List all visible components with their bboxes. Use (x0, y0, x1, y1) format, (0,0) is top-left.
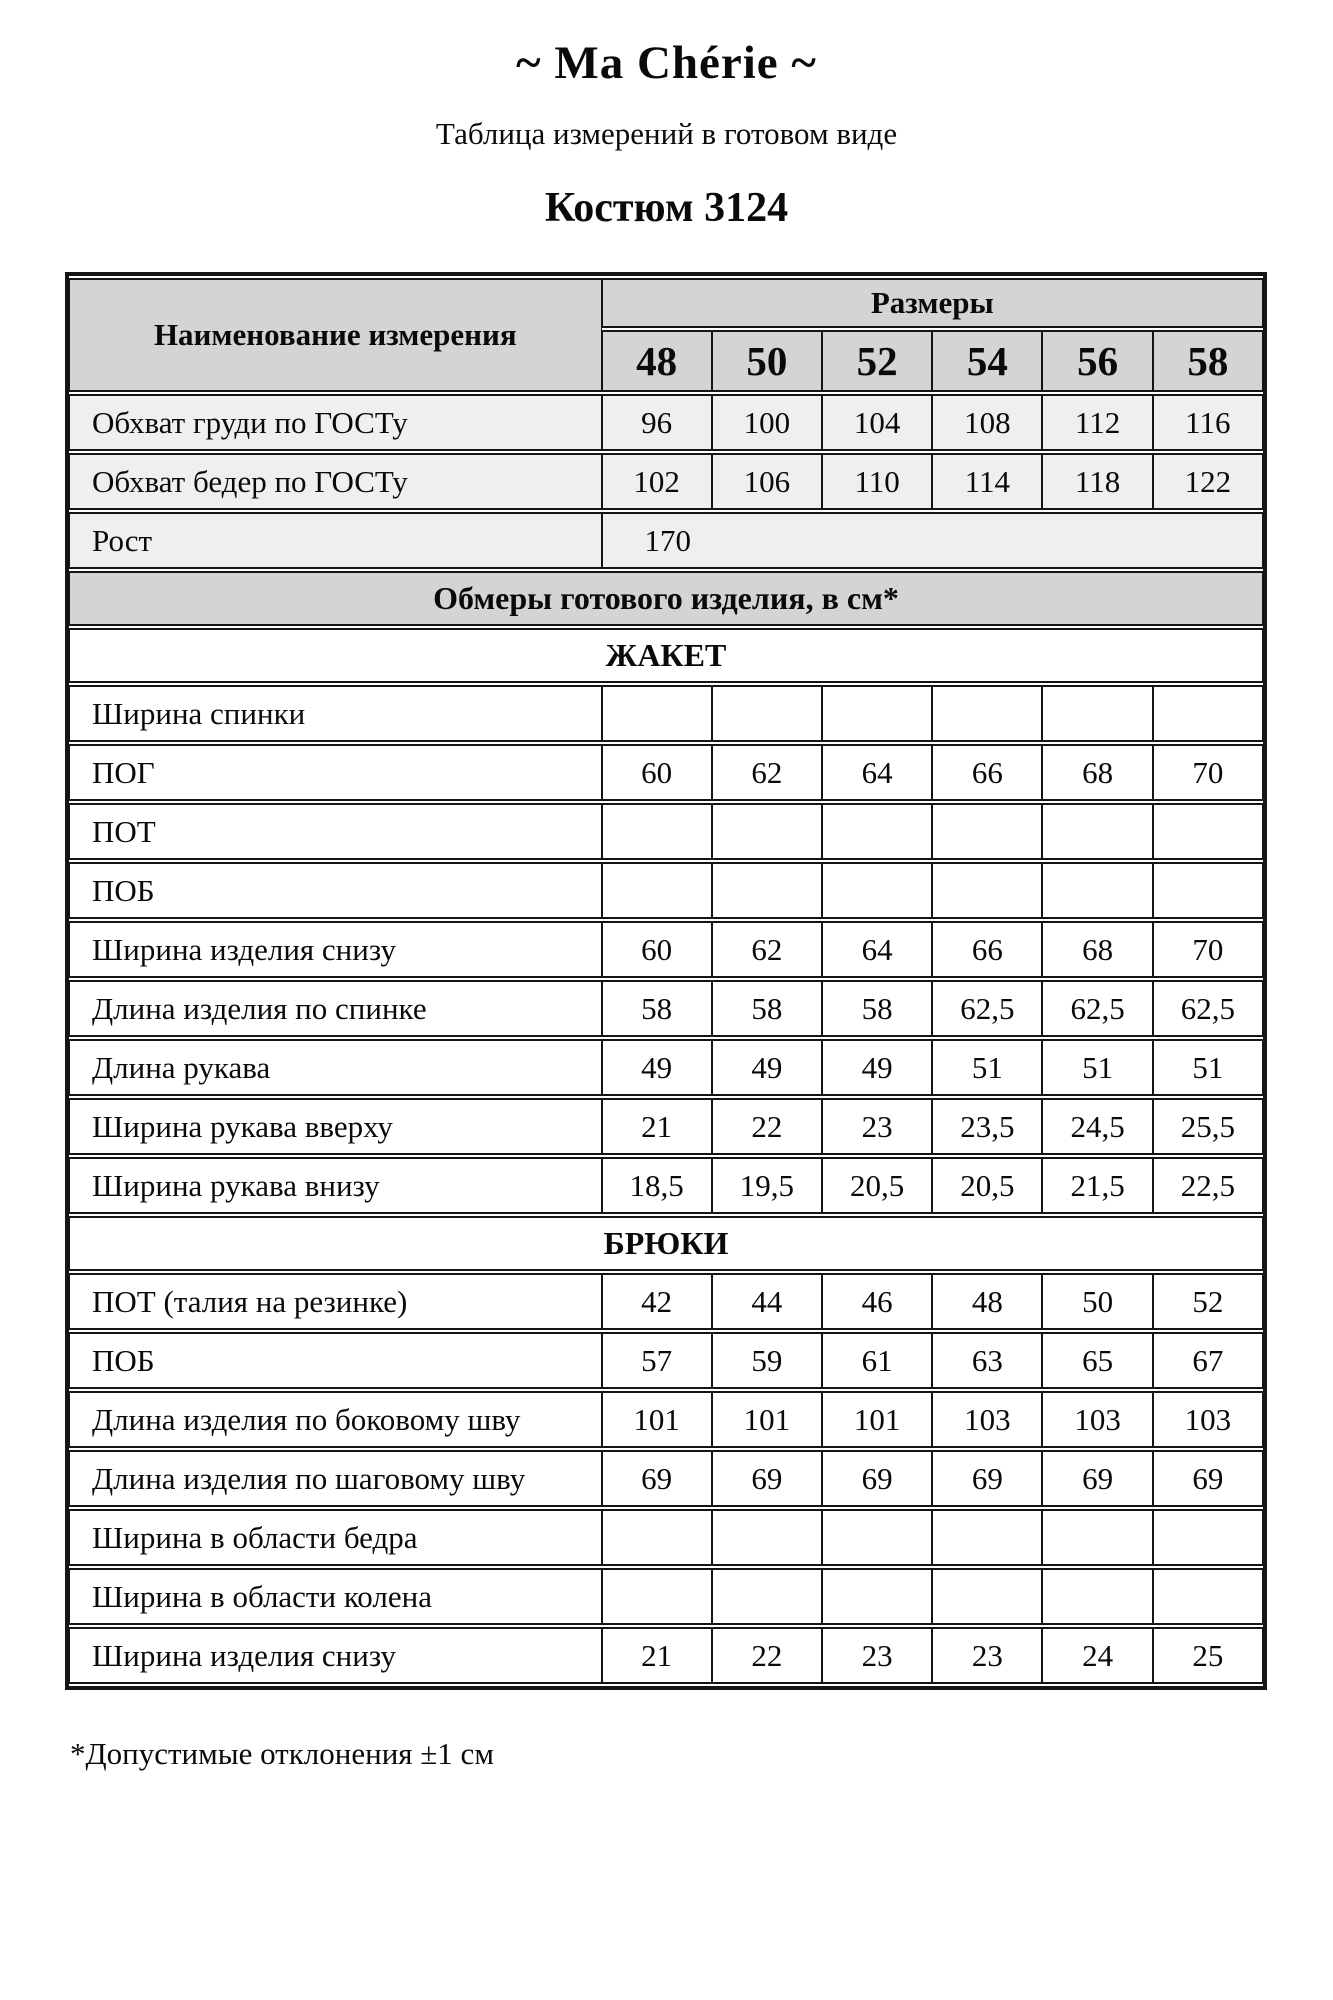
table-row (69, 685, 1263, 742)
value-cell: 61 (822, 1332, 932, 1389)
value-cell (602, 803, 712, 860)
value-cell: 51 (1042, 1039, 1152, 1096)
value-cell: 62,5 (932, 980, 1042, 1037)
value-cell: 63 (932, 1332, 1042, 1389)
value-cell: 20,5 (822, 1157, 932, 1214)
row-label-cell: Обхват груди по ГОСТу (69, 394, 602, 451)
row-label-cell: Ширина в области колена (69, 1568, 602, 1625)
value-cell: 66 (932, 744, 1042, 801)
row-label-cell: Длина изделия по боковому шву (69, 1391, 602, 1448)
value-cell (602, 862, 712, 919)
value-cell: 50 (1042, 1273, 1152, 1330)
value-cell: 101 (822, 1391, 932, 1448)
value-cell: 22 (712, 1627, 822, 1684)
row-label-cell: Ширина спинки (69, 685, 602, 742)
size-header-cell: 54 (932, 330, 1042, 392)
value-cell: 62 (712, 744, 822, 801)
row-label-cell: Ширина в области бедра (69, 1509, 602, 1566)
value-cell: 69 (1042, 1450, 1152, 1507)
table-row (69, 862, 1263, 919)
value-cell: 48 (932, 1273, 1042, 1330)
value-cell (822, 862, 932, 919)
value-cell: 122 (1153, 453, 1263, 510)
size-header-cell: 48 (602, 330, 712, 392)
value-cell: 108 (932, 394, 1042, 451)
value-cell (1042, 685, 1152, 742)
section-title: Обмеры готового изделия, в см* (69, 571, 1263, 626)
value-cell: 70 (1153, 744, 1263, 801)
table-row (69, 921, 1263, 978)
section-banner-row (69, 1216, 1263, 1271)
value-cell: 60 (602, 744, 712, 801)
value-cell: 114 (932, 453, 1042, 510)
section-banner-row (69, 571, 1263, 626)
product-title: Костюм 3124 (544, 185, 789, 231)
value-cell: 64 (822, 921, 932, 978)
value-cell: 58 (712, 980, 822, 1037)
value-cell (822, 803, 932, 860)
value-cell: 57 (602, 1332, 712, 1389)
table-row (69, 394, 1263, 451)
size-table-body (69, 394, 1263, 1684)
value-cell: 118 (1042, 453, 1152, 510)
value-cell: 20,5 (932, 1157, 1042, 1214)
table-row (69, 1450, 1263, 1507)
value-cell (932, 862, 1042, 919)
value-cell: 25 (1153, 1627, 1263, 1684)
value-cell (1042, 1568, 1152, 1625)
value-cell (1153, 1568, 1263, 1625)
value-cell: 64 (822, 744, 932, 801)
value-cell: 103 (1153, 1391, 1263, 1448)
row-label-cell: ПОТ (69, 803, 602, 860)
value-cell: 59 (712, 1332, 822, 1389)
value-cell: 65 (1042, 1332, 1152, 1389)
value-cell: 23 (822, 1098, 932, 1155)
table-row (69, 1509, 1263, 1566)
row-label-cell: Ширина рукава внизу (69, 1157, 602, 1214)
value-cell: 112 (1042, 394, 1152, 451)
value-cell (1042, 1509, 1152, 1566)
value-cell (932, 1568, 1042, 1625)
value-cell: 52 (1153, 1273, 1263, 1330)
size-header-cell: 58 (1153, 330, 1263, 392)
size-table (69, 276, 1263, 1686)
table-row (69, 1391, 1263, 1448)
value-cell: 62,5 (1153, 980, 1263, 1037)
page-subtitle: Таблица измерений в готовом виде (435, 116, 898, 151)
size-table-container (65, 272, 1267, 1690)
value-cell: 46 (822, 1273, 932, 1330)
table-row (69, 1098, 1263, 1155)
table-row (69, 1157, 1263, 1214)
value-cell: 101 (712, 1391, 822, 1448)
value-cell (1153, 685, 1263, 742)
table-row (69, 1332, 1263, 1389)
value-cell: 69 (712, 1450, 822, 1507)
value-cell: 96 (602, 394, 712, 451)
value-cell (932, 685, 1042, 742)
size-header-cell: 50 (712, 330, 822, 392)
value-cell: 62 (712, 921, 822, 978)
row-label-cell: ПОБ (69, 862, 602, 919)
row-label-cell: Длина изделия по шаговому шву (69, 1450, 602, 1507)
row-label-cell: ПОГ (69, 744, 602, 801)
section-title: ЖАКЕТ (69, 628, 1263, 683)
value-cell: 69 (1153, 1450, 1263, 1507)
measurement-name-header: Наименование измерения (69, 278, 602, 392)
value-cell: 58 (822, 980, 932, 1037)
value-cell: 24,5 (1042, 1098, 1152, 1155)
value-cell: 101 (602, 1391, 712, 1448)
value-cell: 21 (602, 1627, 712, 1684)
value-cell: 68 (1042, 921, 1152, 978)
row-label-cell: Обхват бедер по ГОСТу (69, 453, 602, 510)
value-cell (712, 685, 822, 742)
row-label-cell: Ширина изделия снизу (69, 1627, 602, 1684)
value-cell (602, 1509, 712, 1566)
sizes-group-header: Размеры (602, 278, 1263, 328)
value-cell (822, 685, 932, 742)
value-cell (1153, 1509, 1263, 1566)
row-label-cell: ПОБ (69, 1332, 602, 1389)
tolerance-footnote: *Допустимые отклонения ±1 см (70, 1736, 494, 1771)
value-cell: 49 (602, 1039, 712, 1096)
value-cell: 25,5 (1153, 1098, 1263, 1155)
value-cell: 103 (1042, 1391, 1152, 1448)
section-banner-row (69, 628, 1263, 683)
value-cell (822, 1509, 932, 1566)
table-row (69, 803, 1263, 860)
value-cell (712, 862, 822, 919)
value-cell: 24 (1042, 1627, 1152, 1684)
value-cell: 60 (602, 921, 712, 978)
table-row (69, 512, 1263, 569)
row-label-cell: Длина изделия по спинке (69, 980, 602, 1037)
table-row (69, 1568, 1263, 1625)
row-label-cell: Длина рукава (69, 1039, 602, 1096)
table-row (69, 980, 1263, 1037)
table-row (69, 453, 1263, 510)
value-cell: 22 (712, 1098, 822, 1155)
value-cell (602, 1568, 712, 1625)
value-cell: 110 (822, 453, 932, 510)
header-row-sizes-label (69, 278, 1263, 328)
row-label-cell: Ширина рукава вверху (69, 1098, 602, 1155)
value-cell (932, 1509, 1042, 1566)
value-cell: 23 (822, 1627, 932, 1684)
brand-title: ~ Ma Chérie ~ (516, 37, 817, 89)
value-cell (602, 685, 712, 742)
value-cell: 68 (1042, 744, 1152, 801)
row-label-cell: ПОТ (талия на резинке) (69, 1273, 602, 1330)
value-cell: 42 (602, 1273, 712, 1330)
value-cell (1153, 803, 1263, 860)
value-cell: 23,5 (932, 1098, 1042, 1155)
value-cell: 62,5 (1042, 980, 1152, 1037)
size-header-cell: 52 (822, 330, 932, 392)
section-title: БРЮКИ (69, 1216, 1263, 1271)
value-cell (1042, 862, 1152, 919)
table-row (69, 1273, 1263, 1330)
value-cell: 100 (712, 394, 822, 451)
table-row (69, 1039, 1263, 1096)
value-cell: 49 (712, 1039, 822, 1096)
value-cell: 58 (602, 980, 712, 1037)
value-cell: 23 (932, 1627, 1042, 1684)
merged-value-cell: 170 (602, 512, 1263, 569)
value-cell: 44 (712, 1273, 822, 1330)
size-header-cell: 56 (1042, 330, 1152, 392)
row-label-cell: Ширина изделия снизу (69, 921, 602, 978)
row-label-cell: Рост (69, 512, 602, 569)
value-cell: 69 (822, 1450, 932, 1507)
value-cell: 22,5 (1153, 1157, 1263, 1214)
value-cell: 103 (932, 1391, 1042, 1448)
value-cell: 69 (932, 1450, 1042, 1507)
value-cell: 70 (1153, 921, 1263, 978)
value-cell: 19,5 (712, 1157, 822, 1214)
value-cell: 49 (822, 1039, 932, 1096)
value-cell (712, 803, 822, 860)
value-cell (712, 1568, 822, 1625)
table-row (69, 1627, 1263, 1684)
size-table-header (69, 278, 1263, 392)
value-cell: 69 (602, 1450, 712, 1507)
value-cell (712, 1509, 822, 1566)
value-cell: 21,5 (1042, 1157, 1152, 1214)
table-row (69, 744, 1263, 801)
value-cell: 66 (932, 921, 1042, 978)
value-cell: 18,5 (602, 1157, 712, 1214)
value-cell: 51 (932, 1039, 1042, 1096)
value-cell: 116 (1153, 394, 1263, 451)
value-cell (1042, 803, 1152, 860)
value-cell: 104 (822, 394, 932, 451)
value-cell: 51 (1153, 1039, 1263, 1096)
value-cell (822, 1568, 932, 1625)
value-cell: 67 (1153, 1332, 1263, 1389)
value-cell: 106 (712, 453, 822, 510)
value-cell (1153, 862, 1263, 919)
value-cell (932, 803, 1042, 860)
value-cell: 21 (602, 1098, 712, 1155)
value-cell: 102 (602, 453, 712, 510)
